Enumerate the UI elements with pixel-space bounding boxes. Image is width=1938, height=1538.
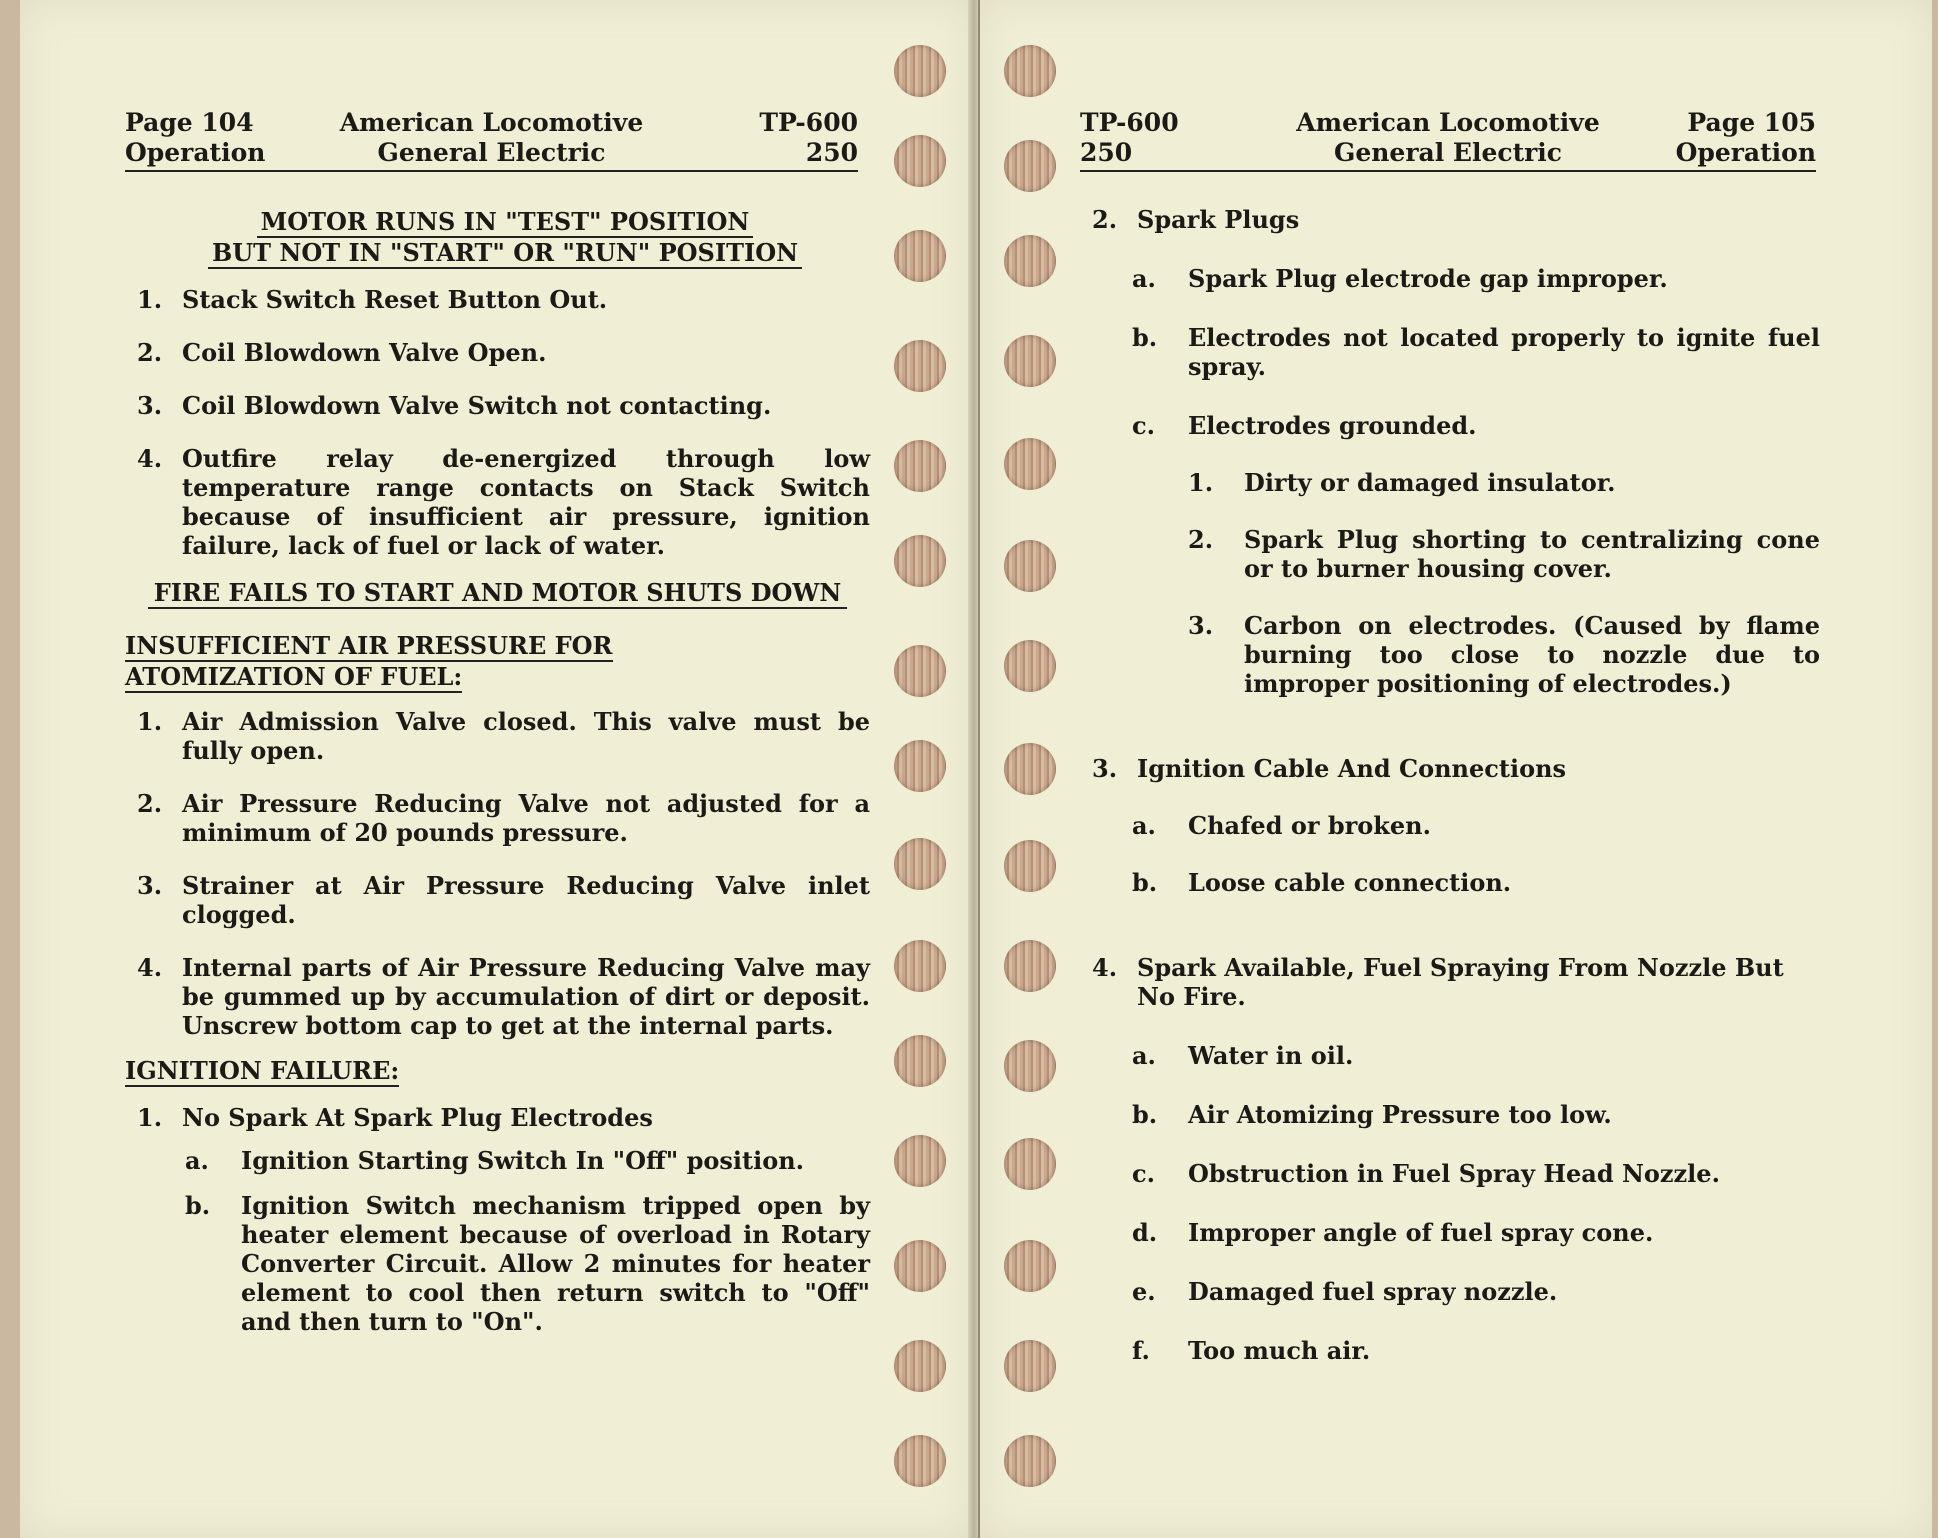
- binder-hole: [1004, 45, 1056, 97]
- sub-item-letter: c.: [1132, 411, 1155, 440]
- item-text: Spark Available, Fuel Spraying From Nozzle But No Fire.: [1137, 953, 1784, 1011]
- list-item: [1080, 953, 1820, 1011]
- header-right-column: [759, 108, 858, 168]
- item-number: 2.: [137, 338, 163, 367]
- sub-item: [1132, 411, 1820, 440]
- sub-item-letter: b.: [1132, 868, 1158, 897]
- binder-hole: [894, 1435, 946, 1487]
- sub-item-letter: b.: [1132, 1100, 1158, 1129]
- item-text: Stack Switch Reset Button Out.: [182, 285, 608, 314]
- list-item: [1080, 205, 1820, 234]
- item-text: Outfire relay de-energized through low temperature range contacts on Stack Switch because of insufficient air pressure, ignition failure, lack of fuel or lack of water.: [182, 444, 870, 560]
- sub-item-letter: a.: [1132, 811, 1156, 840]
- doc-code: TP-600: [1080, 108, 1179, 137]
- page-number: Page 104: [125, 108, 254, 137]
- left-page-header: [125, 108, 858, 172]
- item-number: 4.: [137, 444, 163, 473]
- company-line-1: American Locomotive: [1296, 108, 1600, 137]
- left-page: [20, 0, 973, 1538]
- binder-hole: [894, 940, 946, 992]
- cause-text: Dirty or damaged insulator.: [1244, 468, 1616, 497]
- item-text: Strainer at Air Pressure Reducing Valve inlet clogged.: [182, 871, 870, 929]
- binder-hole: [1004, 140, 1056, 192]
- binder-hole: [1004, 335, 1056, 387]
- sub-item-text: Loose cable connection.: [1188, 868, 1512, 897]
- binder-hole: [1004, 1040, 1056, 1092]
- section-name: Operation: [125, 138, 266, 167]
- binder-hole: [1004, 438, 1056, 490]
- item-text: No Spark At Spark Plug Electrodes: [182, 1103, 653, 1132]
- motor-title-line-1: MOTOR RUNS IN "TEST" POSITION: [257, 207, 754, 238]
- sub-item-letter: e.: [1132, 1277, 1156, 1306]
- doc-sub: 250: [805, 138, 858, 167]
- right-page: [978, 0, 1932, 1538]
- binder-hole: [894, 838, 946, 890]
- binder-hole: [1004, 235, 1056, 287]
- left-page-content: [125, 205, 885, 1336]
- sub-item: [1132, 1100, 1820, 1129]
- sub-item: [1132, 811, 1820, 840]
- company-line-2: General Electric: [377, 138, 606, 167]
- sub-item-text: Chafed or broken.: [1188, 811, 1431, 840]
- binder-hole: [1004, 1240, 1056, 1292]
- list-item: [125, 1103, 870, 1132]
- item-number: 4.: [1092, 953, 1118, 982]
- item-text: Internal parts of Air Pressure Reducing Valve may be gummed up by accumulation of dirt or deposit. Unscrew bottom cap to get at the internal parts.: [182, 953, 870, 1040]
- binder-hole: [1004, 640, 1056, 692]
- cause-item: [1188, 525, 1820, 583]
- binder-hole: [894, 740, 946, 792]
- item-text: Air Pressure Reducing Valve not adjusted for a minimum of 20 pounds pressure.: [182, 789, 870, 847]
- item-text: Coil Blowdown Valve Open.: [182, 338, 547, 367]
- sub-item-text: Improper angle of fuel spray cone.: [1188, 1218, 1654, 1247]
- air-section-title: [125, 631, 885, 693]
- sub-item-text: Ignition Switch mechanism tripped open by heater element because of overload in Rotary Converter Circuit. Allow 2 minutes for heater element to cool then return switch to "Off" and then turn to "On".: [241, 1191, 870, 1336]
- binder-hole: [894, 1240, 946, 1292]
- item-number: 4.: [137, 953, 163, 982]
- list-item: [125, 871, 870, 929]
- sub-item-text: Air Atomizing Pressure too low.: [1188, 1100, 1612, 1129]
- air-title-line-1: INSUFFICIENT AIR PRESSURE FOR: [125, 631, 613, 660]
- sub-item: [1132, 1218, 1820, 1247]
- sub-item-text: Electrodes not located properly to ignite fuel spray.: [1188, 323, 1820, 381]
- binder-hole: [1004, 840, 1056, 892]
- binder-hole: [1004, 743, 1056, 795]
- list-item: [125, 285, 870, 314]
- item-number: 2.: [1092, 205, 1118, 234]
- list-item: [125, 338, 870, 367]
- binder-hole: [894, 1340, 946, 1392]
- binder-hole: [894, 1135, 946, 1187]
- binder-hole: [894, 440, 946, 492]
- sub-item-text: Spark Plug electrode gap improper.: [1188, 264, 1668, 293]
- binder-hole: [894, 135, 946, 187]
- binder-hole: [894, 45, 946, 97]
- item-text: Spark Plugs: [1137, 205, 1300, 234]
- sub-item: [1132, 1159, 1820, 1188]
- list-item: [125, 707, 870, 765]
- sub-item-text: Too much air.: [1188, 1336, 1371, 1365]
- sub-item: [1132, 1336, 1820, 1365]
- sub-item-letter: d.: [1132, 1218, 1158, 1247]
- list-item: [125, 391, 870, 420]
- item-number: 3.: [1092, 754, 1118, 783]
- motor-title-line-2: BUT NOT IN "START" OR "RUN" POSITION: [208, 238, 802, 269]
- cause-text: Carbon on electrodes. (Caused by flame burning too close to nozzle due to improper positioning of electrodes.): [1244, 611, 1820, 698]
- ignition-title-text: IGNITION FAILURE:: [125, 1056, 400, 1085]
- cause-number: 1.: [1188, 468, 1214, 497]
- sub-item-letter: a.: [185, 1146, 209, 1175]
- binder-hole: [1004, 940, 1056, 992]
- fire-section-title: [125, 578, 870, 609]
- sub-item: [1132, 264, 1820, 293]
- binder-hole: [1004, 1340, 1056, 1392]
- item-number: 2.: [137, 789, 163, 818]
- sub-item-text: Obstruction in Fuel Spray Head Nozzle.: [1188, 1159, 1720, 1188]
- fire-title-text: FIRE FAILS TO START AND MOTOR SHUTS DOWN: [148, 578, 848, 609]
- cause-item: [1188, 468, 1820, 497]
- item-number: 3.: [137, 391, 163, 420]
- sub-item-text: Water in oil.: [1188, 1041, 1354, 1070]
- item-text: Coil Blowdown Valve Switch not contacting.: [182, 391, 772, 420]
- company-line-1: American Locomotive: [339, 108, 644, 137]
- right-page-content: [1080, 205, 1840, 1365]
- air-title-line-2: ATOMIZATION OF FUEL:: [125, 662, 463, 691]
- binder-hole: [894, 230, 946, 282]
- sub-item-letter: a.: [1132, 1041, 1156, 1070]
- doc-sub: 250: [1080, 138, 1133, 167]
- binder-hole: [1004, 1435, 1056, 1487]
- item-number: 1.: [137, 285, 163, 314]
- item-number: 3.: [137, 871, 163, 900]
- cause-number: 3.: [1188, 611, 1214, 640]
- item-number: 1.: [137, 1103, 163, 1132]
- sub-item-letter: b.: [1132, 323, 1158, 352]
- sub-item-letter: c.: [1132, 1159, 1155, 1188]
- sub-item-letter: f.: [1132, 1336, 1150, 1365]
- ignition-section-title: [125, 1056, 885, 1087]
- sub-item: [1132, 323, 1820, 381]
- item-number: 1.: [137, 707, 163, 736]
- cause-text: Spark Plug shorting to centralizing cone or to burner housing cover.: [1244, 525, 1820, 583]
- binder-hole: [1004, 540, 1056, 592]
- binder-hole: [894, 645, 946, 697]
- binder-hole: [894, 1035, 946, 1087]
- sub-item-letter: a.: [1132, 264, 1156, 293]
- sub-item: [185, 1191, 870, 1336]
- header-right-column: [1676, 108, 1816, 168]
- sub-item: [1132, 1277, 1820, 1306]
- cause-item: [1188, 611, 1820, 698]
- list-item: [125, 444, 870, 560]
- page-number: Page 105: [1687, 108, 1816, 137]
- company-line-2: General Electric: [1333, 138, 1563, 167]
- sub-item-text: Electrodes grounded.: [1188, 411, 1477, 440]
- binder-hole: [1004, 1138, 1056, 1190]
- sub-item-letter: b.: [185, 1191, 211, 1220]
- doc-code: TP-600: [759, 108, 858, 137]
- list-item: [1080, 754, 1820, 783]
- right-page-header: [1080, 108, 1816, 172]
- sub-item: [185, 1146, 870, 1175]
- motor-section-title: [125, 207, 885, 269]
- section-name: Operation: [1675, 138, 1816, 167]
- sub-item-text: Ignition Starting Switch In "Off" position.: [241, 1146, 805, 1175]
- sub-item-text: Damaged fuel spray nozzle.: [1188, 1277, 1558, 1306]
- cause-number: 2.: [1188, 525, 1214, 554]
- item-text: Air Admission Valve closed. This valve must be fully open.: [182, 707, 870, 765]
- item-text: Ignition Cable And Connections: [1137, 754, 1567, 783]
- sub-item: [1132, 1041, 1820, 1070]
- sub-item: [1132, 868, 1820, 897]
- list-item: [125, 789, 870, 847]
- binder-hole: [894, 340, 946, 392]
- binder-hole: [894, 535, 946, 587]
- header-center-column: [125, 108, 858, 168]
- list-item: [125, 953, 870, 1040]
